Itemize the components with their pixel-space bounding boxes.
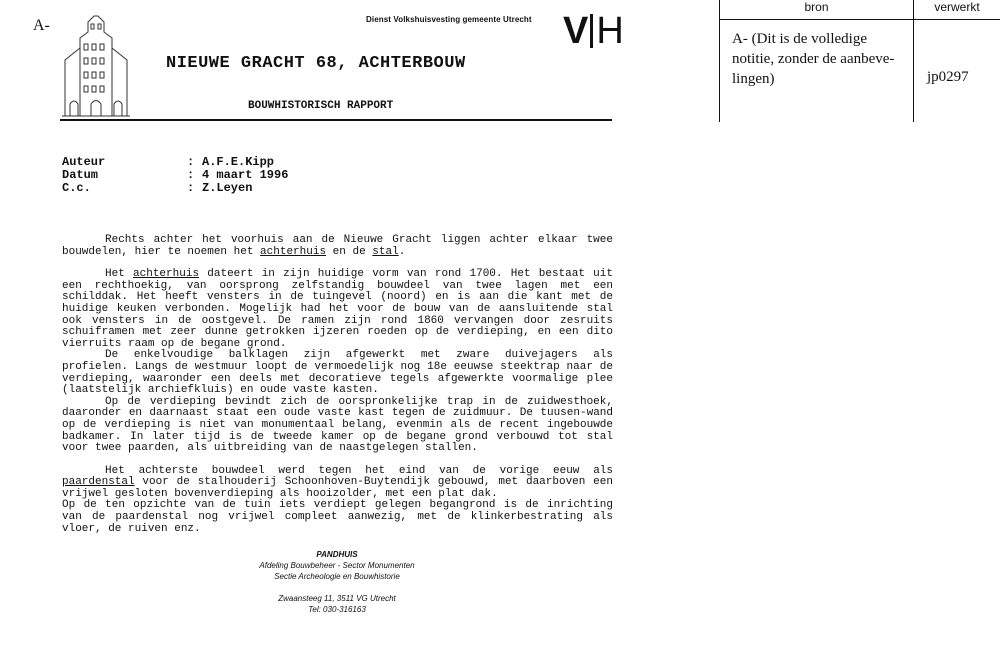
text: Rechts achter het voorhuis aan de Nieuwe Gracht liggen achter elkaar twee bouwdelen, hier te noemen het: [62, 234, 613, 258]
vh-logo-bar: [590, 14, 593, 48]
paragraph-3: De enkelvoudige balklagen zijn afgewerkt met zware duivejagers als profielen. Langs de westmuur loopt de vermoedelijk nog 18e eeuwse steektrap naar de verdieping, waaronder een deels met decoratieve tegels afgewerkte voormalige plee (laatstelijk archiefkluis) en oude vaste kasten.: [62, 349, 613, 397]
meta-sep: :: [187, 155, 195, 169]
meta-key: Datum: [62, 168, 99, 182]
paragraph-4: Op de verdieping bevindt zich de oorspronkelijke trap in de zuidwesthoek, daaronder en daarnaast staat een oude vaste kast tegen de zuidmuur. De tuusen-wand op de verdieping is niet van monumentaal belang, evenmin als de recent ingebouwde badkamer. In later tijd is de tweede kamer op de begane grond verbouwd tot stal voor twee paarden, als uitbreiding van de naastgelegen stallen.: [62, 395, 613, 455]
vh-logo: [563, 12, 623, 50]
document-subtitle: BOUWHISTORISCH RAPPORT: [248, 100, 394, 112]
meta-value: Z.Leyen: [202, 181, 253, 195]
text: voor de stalhouderij Schoonhoven-Buytendijk gebouwd, met daarboven een vrijwel gesloten bovenverdieping als hooizolder, met een plat dak.: [62, 476, 613, 500]
vh-logo-v: V: [563, 10, 588, 52]
paragraph-6: Op de ten opzichte van de tuin iets verdiept gelegen begangrond is de inrichting van de paardenstal nog vrijwel compleet aanwezig, met de klinkerbestrating als vloer, de ruiven enz.: [62, 499, 613, 535]
document-title: NIEUWE GRACHT 68, ACHTERBOUW: [166, 54, 466, 73]
meta-block: [62, 156, 288, 195]
table-header-verwerkt: verwerkt: [934, 0, 980, 14]
footer-org: PANDHUIS: [316, 550, 358, 559]
text: Het: [105, 268, 134, 281]
report-body: [62, 235, 613, 535]
term-paardenstal: paardenstal: [62, 476, 135, 489]
meta-sep: :: [187, 168, 195, 182]
header-rule: [60, 119, 612, 121]
paragraph-5: [62, 466, 613, 501]
text: en de: [326, 245, 373, 258]
footer-tel: Tel: 030-316163: [308, 605, 366, 614]
department-name: Dienst Volkshuisvesting gemeente Utrecht: [366, 15, 532, 24]
table-header-bron: bron: [804, 0, 829, 14]
footer-spacer: [212, 582, 462, 593]
footer: [212, 549, 462, 615]
text: dateert in zijn huidige vorm van rond 1700. Het bestaat uit een rechthoekig, van oorsprong zelfstandig bouwdeel van twee lagen met een schilddak. Het heeft vensters in de tuingevel (noord) en is aan die kant met de huidige keuken verbonden. Mogelijk had het voor de bouw van de aansluitende stal ook vensters in de oostgevel. De ramen zijn rond 1860 vervangen door zesruits schuiframen met zeer dunne getrokken ijzeren roeden op de verdieping, en een dito vierruits raam op de begane grond.: [62, 268, 613, 350]
paragraph-2: [62, 269, 613, 350]
table-code: jp0297: [927, 69, 969, 85]
term-stal: stal: [372, 245, 399, 258]
term-achterhuis: achterhuis: [133, 268, 200, 281]
meta-key: C.c.: [62, 181, 91, 195]
meta-row-cc: [62, 182, 288, 195]
paragraph-1: [62, 235, 613, 258]
meta-sep: :: [187, 181, 195, 195]
vh-logo-h: H: [596, 10, 623, 52]
meta-value: 4 maart 1996: [202, 168, 289, 182]
corner-label: A-: [33, 17, 50, 34]
term-achterhuis: achterhuis: [260, 245, 327, 258]
meta-value: A.F.E.Kipp: [202, 155, 275, 169]
meta-row-date: [62, 169, 288, 182]
footer-line2: Sectie Archeologie en Bouwhistorie: [274, 572, 400, 581]
footer-address: Zwaansteeg 11, 3511 VG Utrecht: [278, 594, 396, 603]
table-header-rule: [719, 19, 1000, 20]
footer-line1: Afdeling Bouwbeheer - Sector Monumenten: [259, 561, 415, 570]
house-logo-icon: [60, 12, 132, 118]
meta-key: Auteur: [62, 155, 106, 169]
text: Het achterste bouwdeel werd tegen het eind van de vorige eeuw als: [105, 464, 613, 477]
table-note: A- (Dit is de volledige notitie, zonder de aanbeve-lingen): [732, 31, 895, 87]
text: .: [398, 245, 406, 258]
